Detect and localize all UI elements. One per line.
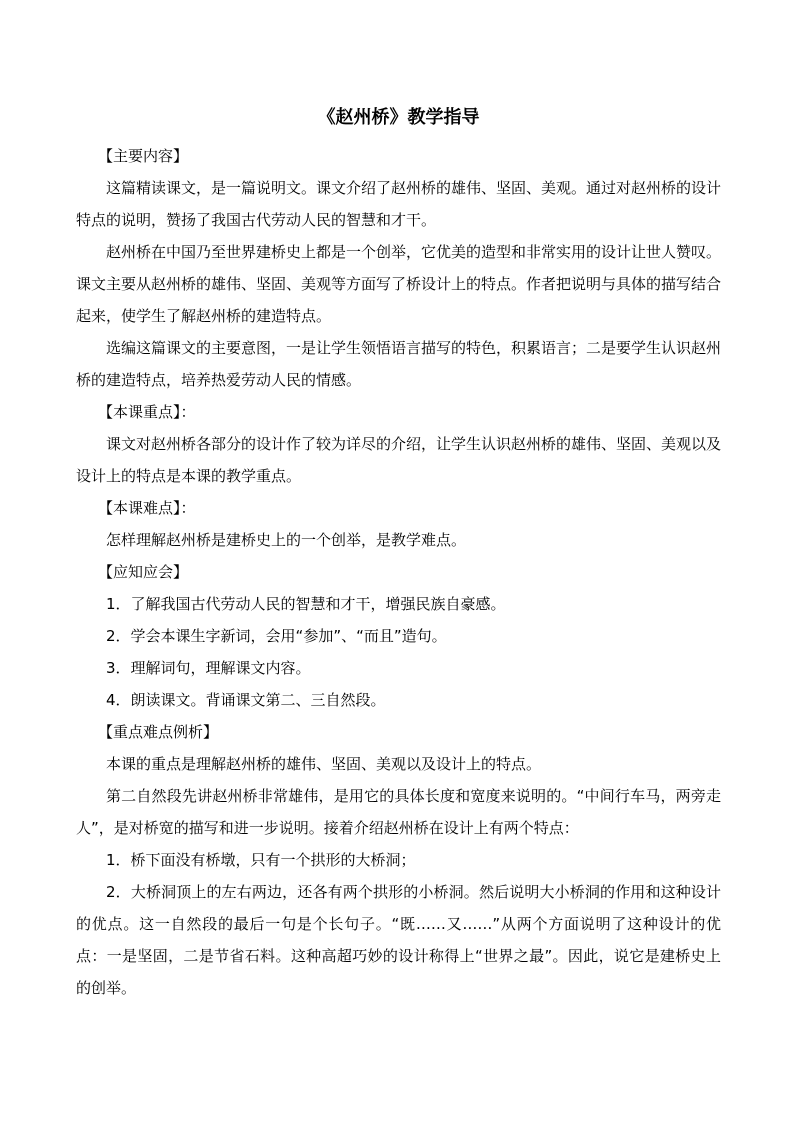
should-know-item-2: 2．学会本课生字新词，会用“参加”、“而且”造句。 bbox=[106, 627, 447, 645]
should-know-item-1: 1．了解我国古代劳动人民的智慧和才干，增强民族自豪感。 bbox=[106, 595, 506, 613]
key-points-text: 课文对赵州桥各部分的设计作了较为详尽的介绍，让学生认识赵州桥的雄伟、坚固、美观以及设计上的特点是本课的教学重点。 bbox=[76, 435, 722, 485]
analysis-heading: 【重点难点例析】 bbox=[98, 723, 219, 741]
should-know-item-4: 4．朗读课文。背诵课文第二、三自然段。 bbox=[106, 691, 386, 709]
analysis-paragraph-1: 本课的重点是理解赵州桥的雄伟、坚固、美观以及设计上的特点。 bbox=[106, 755, 542, 773]
main-content-paragraph-1: 这篇精读课文，是一篇说明文。课文介绍了赵州桥的雄伟、坚固、美观。通过对赵州桥的设计特点的说明，赞扬了我国古代劳动人民的智慧和才干。 bbox=[76, 179, 722, 229]
difficulties-text: 怎样理解赵州桥是建桥史上的一个创举，是教学难点。 bbox=[106, 531, 467, 549]
analysis-item-2: 2．大桥洞顶上的左右两边，还各有两个拱形的小桥洞。然后说明大小桥洞的作用和这种设计的优点。这一自然段的最后一句是个长句子。“既……又……”从两个方面说明了这种设计的优点：一是坚固，二是节省石料。这种高超巧妙的设计称得上“世界之最”。因此，说它是建桥史上的创举。 bbox=[76, 883, 721, 997]
document-page bbox=[76, 98, 721, 1004]
difficulties-heading: 【本课难点】： bbox=[98, 499, 196, 517]
should-know-item-3: 3．理解词句，理解课文内容。 bbox=[106, 659, 311, 677]
main-content-paragraph-2: 赵州桥在中国乃至世界建桥史上都是一个创举，它优美的造型和非常实用的设计让世人赞叹。课文主要从赵州桥的雄伟、坚固、美观等方面写了桥设计上的特点。作者把说明与具体的描写结合起来，使学生了解赵州桥的建造特点。 bbox=[76, 243, 722, 325]
should-know-heading: 【应知应会】 bbox=[98, 563, 189, 581]
main-content-paragraph-3: 选编这篇课文的主要意图，一是让学生领悟语言描写的特色，积累语言；二是要学生认识赵州桥的建造特点，培养热爱劳动人民的情感。 bbox=[76, 339, 722, 389]
analysis-paragraph-2: 第二自然段先讲赵州桥非常雄伟，是用它的具体长度和宽度来说明的。“中间行车马，两旁走人”，是对桥宽的描写和进一步说明。接着介绍赵州桥在设计上有两个特点： bbox=[76, 787, 721, 837]
analysis-item-1: 1．桥下面没有桥墩，只有一个拱形的大桥洞； bbox=[106, 851, 416, 869]
document-title: 《赵州桥》教学指导 bbox=[317, 107, 480, 128]
key-points-heading: 【本课重点】： bbox=[98, 403, 196, 421]
main-content-heading: 【主要内容】 bbox=[98, 147, 189, 165]
